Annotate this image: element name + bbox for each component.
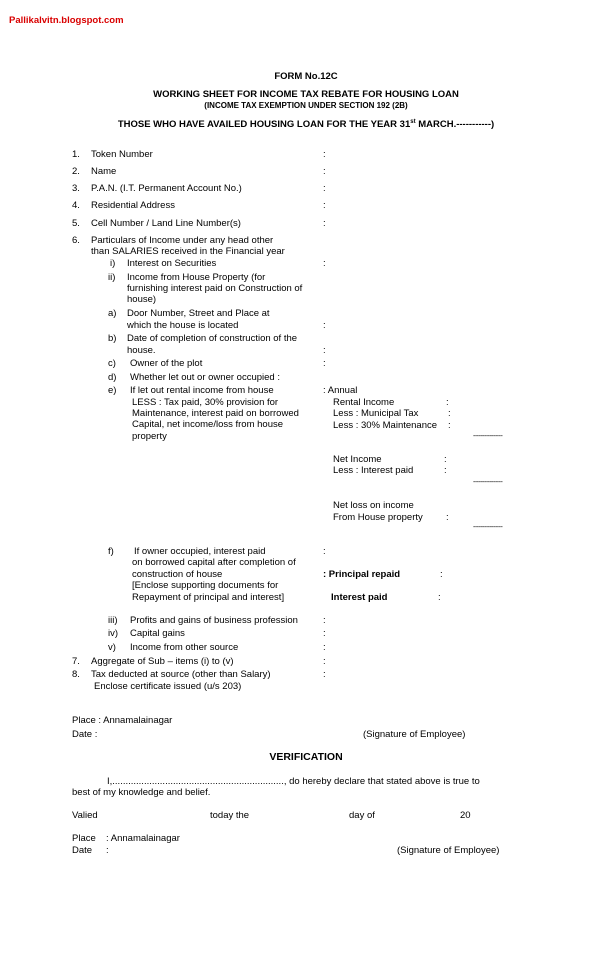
item-name-label: Name [91,166,117,177]
item-6-ii-line1: Income from House Property (for [127,272,266,283]
calc-rental-income: Rental Income [333,397,395,408]
item-name-field[interactable]: : [323,166,326,177]
item-f-line2: on borrowed capital after completion of [132,557,296,568]
calc-annual: : Annual [323,385,358,396]
item-6-ii-line3: house) [127,294,157,305]
item-f-interest-label: Interest paid [331,592,388,603]
verification-signature: (Signature of Employee) [397,845,500,856]
item-6-d-num: d) [108,372,117,383]
calc-subtotal-line-1: ---------------- [473,433,503,440]
verification-valied: Valied [72,810,98,821]
verification-place-label: Place [72,833,96,844]
item-6-i-num: i) [110,258,116,269]
item-7-label: Aggregate of Sub – items (i) to (v) [91,656,234,667]
item-6-d-label: Whether let out or owner occupied : [130,372,280,383]
footer-date: Date : [72,729,98,740]
item-iv-label: Capital gains [130,628,185,639]
verification-place-value: : Annamalainagar [106,833,180,844]
item-8-line1: Tax deducted at source (other than Salary) [91,669,271,680]
calc-maintenance-field[interactable]: : [448,420,451,431]
item-phone-label: Cell Number / Land Line Number(s) [91,218,241,229]
item-6-a-line2: which the house is located [127,320,239,331]
item-6-num: 6. [72,235,80,246]
verification-day-of: day of [349,810,375,821]
item-6-e-num: e) [108,385,117,396]
calc-interest-paid: Less : Interest paid [333,465,414,476]
verification-title: VERIFICATION [269,751,343,763]
item-pan-label: P.A.N. (I.T. Permanent Account No.) [91,183,242,194]
verification-declaration-line1: I,................................................................., do hereby declare that stated above is true to [107,776,480,787]
calc-subtotal-line-3: ---------------- [473,524,503,531]
blog-watermark: Pallikalvitn.blogspot.com [9,15,124,26]
item-phone-num: 5. [72,218,80,229]
item-6-b-field[interactable]: : [323,345,326,356]
item-address-num: 4. [72,200,80,211]
item-6-e-line2: LESS : Tax paid, 30% provision for [132,397,279,408]
calc-net-loss-field[interactable]: : [446,512,449,523]
calc-municipal-tax-field[interactable]: : [448,408,451,419]
calc-rental-income-field[interactable]: : [446,397,449,408]
item-iv-field[interactable]: : [323,628,326,639]
item-7-field[interactable]: : [323,656,326,667]
item-6-ii-num: ii) [108,272,116,283]
item-f-line1: If owner occupied, interest paid [134,546,266,557]
item-f-line5: Repayment of principal and interest] [132,592,285,603]
form-subtitle: (INCOME TAX EXEMPTION UNDER SECTION 192 (2B) [204,101,408,110]
item-iii-field[interactable]: : [323,615,326,626]
calc-net-loss-line2: From House property [333,512,423,523]
item-8-line2: Enclose certificate issued (u/s 203) [94,681,242,692]
item-token-number-label: Token Number [91,149,153,160]
item-name-num: 2. [72,166,80,177]
item-7-num: 7. [72,656,80,667]
verification-year: 20 [460,810,471,821]
item-pan-field[interactable]: : [323,183,326,194]
item-phone-field[interactable]: : [323,218,326,229]
calc-municipal-tax: Less : Municipal Tax [333,408,419,419]
item-address-label: Residential Address [91,200,175,211]
item-6-e-line1: If let out rental income from house [130,385,274,396]
item-f-num: f) [108,546,114,557]
verification-date-label: Date [72,845,93,856]
item-f-interest-field[interactable]: : [438,592,441,603]
item-6-e-line4: Capital, net income/loss from house [132,419,284,430]
item-v-num: v) [108,642,116,653]
calc-interest-paid-field[interactable]: : [444,465,447,476]
item-6-a-field[interactable]: : [323,320,326,331]
item-token-number-field[interactable]: : [323,149,326,160]
item-f-field[interactable]: : [323,546,326,557]
footer-signature: (Signature of Employee) [363,729,466,740]
item-6-b-line2: house. [127,345,156,356]
footer-place: Place : Annamalainagar [72,715,173,726]
item-iii-num: iii) [108,615,118,626]
item-f-principal-label: : Principal repaid [323,569,401,580]
item-6-i-label: Interest on Securities [127,258,217,269]
item-pan-num: 3. [72,183,80,194]
calc-subtotal-line-2: ---------------- [473,479,503,486]
item-v-label: Income from other source [130,642,239,653]
item-f-principal-field[interactable]: : [440,569,443,580]
item-6-e-line3: Maintenance, interest paid on borrowed [132,408,299,419]
item-6-line1: Particulars of Income under any head other [91,235,274,246]
item-8-field[interactable]: : [323,669,326,680]
item-f-line3: construction of house [132,569,223,580]
item-6-b-num: b) [108,333,117,344]
item-v-field[interactable]: : [323,642,326,653]
verification-today: today the [210,810,250,821]
calc-maintenance: Less : 30% Maintenance [333,420,438,431]
item-6-b-line1: Date of completion of construction of the [127,333,298,344]
calc-net-income-field[interactable]: : [444,454,447,465]
item-6-a-num: a) [108,308,117,319]
item-6-c-num: c) [108,358,116,369]
verification-date-field[interactable]: : [106,845,109,856]
form-heading-year: THOSE WHO HAVE AVAILED HOUSING LOAN FOR THE YEAR 31st MARCH.-----------) [117,119,495,131]
item-6-i-field[interactable]: : [323,258,326,269]
item-6-c-label: Owner of the plot [130,358,203,369]
item-6-c-field[interactable]: : [323,358,326,369]
calc-net-income: Net Income [333,454,382,465]
calc-net-loss-line1: Net loss on income [333,500,414,511]
item-token-number-num: 1. [72,149,80,160]
form-title: WORKING SHEET FOR INCOME TAX REBATE FOR HOUSING LOAN [153,89,459,100]
item-iv-num: iv) [108,628,119,639]
item-address-field[interactable]: : [323,200,326,211]
item-8-num: 8. [72,669,80,680]
form-number: FORM No.12C [274,71,338,82]
item-iii-label: Profits and gains of business profession [130,615,298,626]
verification-declaration-line2: best of my knowledge and belief. [72,787,211,798]
item-f-line4: [Enclose supporting documents for [132,580,279,591]
item-6-e-line5: property [132,431,167,442]
item-6-line2: than SALARIES received in the Financial year [91,246,285,257]
item-6-a-line1: Door Number, Street and Place at [127,308,270,319]
item-6-ii-line2: furnishing interest paid on Construction of [127,283,303,294]
